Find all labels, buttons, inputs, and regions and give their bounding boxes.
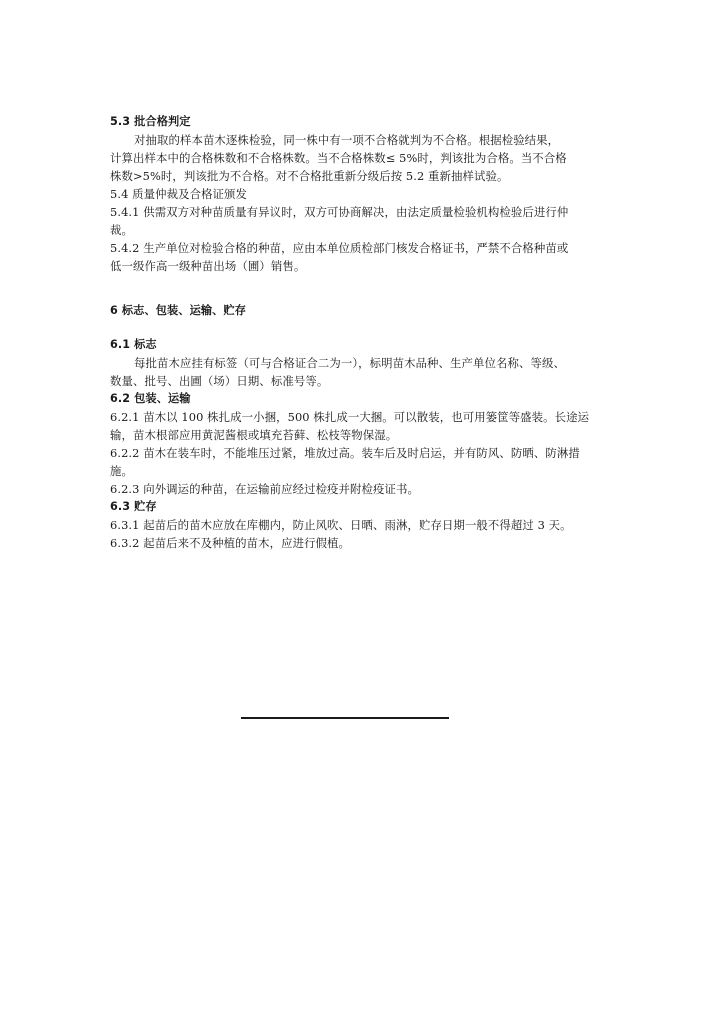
clause-5-4-1-line-2: 裁。 <box>110 223 133 237</box>
section-6-1-heading: 6.1 标志 <box>110 338 157 351</box>
document-body <box>110 113 616 552</box>
clause-6-2-1-line-1: 6.2.1 苗木以 100 株扎成一小捆，500 株扎成一大捆。可以散装，也可用篓筐等盛装。长途运 <box>110 410 590 424</box>
section-5-3-line-3: 株数>5%时，判该批为不合格。对不合格批重新分级后按 5.2 重新抽样试验。 <box>110 169 509 183</box>
clause-5-4-2-line-2: 低一级作高一级种苗出场（圃）销售。 <box>110 259 306 273</box>
section-5-3-line-1: 对抽取的样本苗木逐株检验，同一株中有一项不合格就判为不合格。根据检验结果， <box>134 133 560 147</box>
clause-6-2-2-line-1: 6.2.2 苗木在装车时，不能堆压过紧，堆放过高。装车后及时启运，并有防风、防晒、防淋措 <box>110 446 580 460</box>
clause-6-2-1-line-2: 输，苗木根部应用黄泥酱根或填充苔藓、松枝等物保湿。 <box>110 428 398 442</box>
spacer <box>110 320 616 336</box>
spacer <box>110 275 616 302</box>
section-6-3-heading: 6.3 贮存 <box>110 500 157 513</box>
section-6-1-line-2: 数量、批号、出圃（场）日期、标准号等。 <box>110 374 329 388</box>
clause-6-3-2: 6.3.2 起苗后来不及种植的苗木，应进行假植。 <box>110 536 351 550</box>
clause-6-2-2-line-2: 施。 <box>110 464 133 478</box>
clause-6-2-3: 6.2.3 向外调运的种苗，在运输前应经过检疫并附检疫证书。 <box>110 482 419 496</box>
clause-5-4-2-line-1: 5.4.2 生产单位对检验合格的种苗，应由本单位质检部门核发合格证书，严禁不合格种苗或 <box>110 241 569 255</box>
section-5-3-line-2: 计算出样本中的合格株数和不合格株数。当不合格株数≤ 5%时，判该批为合格。当不合格 <box>110 151 567 165</box>
section-5-3-heading: 5.3 批合格判定 <box>110 115 191 128</box>
section-6-heading: 6 标志、包装、运输、贮存 <box>110 304 247 317</box>
end-rule <box>241 717 449 719</box>
section-6-2-heading: 6.2 包装、运输 <box>110 392 191 405</box>
section-6-1-line-1: 每批苗木应挂有标签（可与合格证合二为一），标明苗木品种、生产单位名称、等级、 <box>134 356 565 370</box>
section-5-4-heading: 5.4 质量仲裁及合格证颁发 <box>110 187 248 201</box>
clause-6-3-1: 6.3.1 起苗后的苗木应放在库棚内，防止风吹、日晒、雨淋，贮存日期一般不得超过 3 天。 <box>110 518 572 532</box>
clause-5-4-1-line-1: 5.4.1 供需双方对种苗质量有异议时，双方可协商解决，由法定质量检验机构检验后进行仲 <box>110 205 569 219</box>
